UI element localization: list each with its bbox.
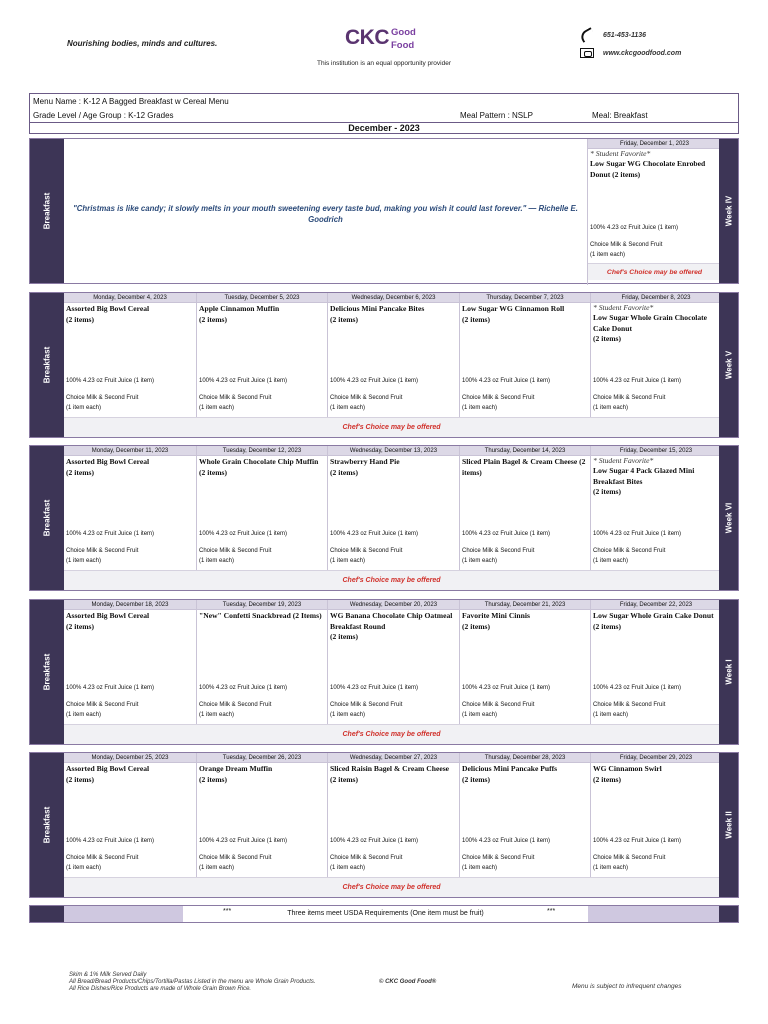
day-date: Thursday, December 14, 2023	[460, 446, 590, 456]
milk-fruit: Choice Milk & Second Fruit (1 item each)	[66, 548, 139, 564]
week-side-label: Week II	[719, 753, 738, 897]
phone-icon	[578, 27, 595, 43]
menu-name: Menu Name : K-12 A Bagged Breakfast w Cereal Menu	[33, 97, 229, 106]
meal-pattern: Meal Pattern : NSLP	[460, 111, 533, 120]
student-favorite-tag: * Student Favorite*	[593, 456, 654, 465]
requirements-right-fill	[588, 906, 719, 922]
fruit-juice: 100% 4.23 oz Fruit Juice (1 item)	[66, 838, 155, 844]
fruit-juice: 100% 4.23 oz Fruit Juice (1 item)	[462, 685, 551, 691]
day-cell	[196, 293, 327, 419]
entree-name: Orange Dream Muffin (2 items)	[199, 764, 273, 784]
day-date: Tuesday, December 26, 2023	[197, 753, 327, 763]
fruit-juice: 100% 4.23 oz Fruit Juice (1 item)	[330, 685, 419, 691]
day-date: Friday, December 1, 2023	[588, 139, 721, 149]
day-date: Thursday, December 21, 2023	[460, 600, 590, 610]
milk-fruit: Choice Milk & Second Fruit (1 item each)	[66, 702, 139, 718]
chefs-choice-note: Chef's Choice may be offered	[588, 263, 721, 280]
entree-name: WG Banana Chocolate Chip Oatmeal Breakfast Round (2 items)	[330, 611, 453, 641]
day-cell	[587, 139, 721, 285]
day-cell	[327, 600, 459, 726]
stars-right: ***	[547, 908, 556, 915]
milk-fruit: Choice Milk & Second Fruit (1 item each)	[462, 855, 535, 871]
fruit-juice: 100% 4.23 oz Fruit Juice (1 item)	[66, 531, 155, 537]
day-cell	[590, 446, 721, 572]
week-side-label: Week IV	[719, 139, 738, 283]
usda-requirements-bar	[29, 905, 739, 923]
fruit-juice: 100% 4.23 oz Fruit Juice (1 item)	[330, 378, 419, 384]
day-cell	[196, 753, 327, 879]
entree-name: Strawberry Hand Pie (2 items)	[330, 457, 400, 477]
fruit-juice: 100% 4.23 oz Fruit Juice (1 item)	[590, 225, 679, 231]
fruit-juice: 100% 4.23 oz Fruit Juice (1 item)	[593, 531, 682, 537]
grade-level: Grade Level / Age Group : K-12 Grades	[33, 111, 174, 120]
entree-name: Favorite Mini Cinnis (2 items)	[462, 611, 530, 631]
milk-fruit: Choice Milk & Second Fruit (1 item each)	[330, 395, 403, 411]
chefs-choice-note: Chef's Choice may be offered	[64, 570, 719, 590]
fruit-juice: 100% 4.23 oz Fruit Juice (1 item)	[199, 531, 288, 537]
day-date: Monday, December 4, 2023	[64, 293, 196, 303]
entree-name: Low Sugar Whole Grain Cake Donut (2 items)	[593, 611, 714, 631]
meal-type: Meal: Breakfast	[592, 111, 648, 120]
milk-fruit: Choice Milk & Second Fruit (1 item each)	[66, 395, 139, 411]
footer-notes: Skim & 1% Milk Served Daily All Bread/Bread Products/Chips/Tortilla/Pastas Listed in the menu are Whole Grain Products. All Rice Dishes/Rice Products are made of Whole Grain Brown Rice.	[69, 972, 316, 992]
fruit-juice: 100% 4.23 oz Fruit Juice (1 item)	[199, 838, 288, 844]
day-date: Wednesday, December 27, 2023	[328, 753, 459, 763]
entree-name: Assorted Big Bowl Cereal (2 items)	[66, 764, 150, 784]
entree-name: Apple Cinnamon Muffin (2 items)	[199, 304, 280, 324]
fruit-juice: 100% 4.23 oz Fruit Juice (1 item)	[462, 531, 551, 537]
fruit-juice: 100% 4.23 oz Fruit Juice (1 item)	[593, 838, 682, 844]
entree-name: Assorted Big Bowl Cereal (2 items)	[66, 611, 150, 631]
day-date: Thursday, December 7, 2023	[460, 293, 590, 303]
milk-fruit: Choice Milk & Second Fruit (1 item each)	[330, 855, 403, 871]
day-cell	[590, 600, 721, 726]
milk-fruit: Choice Milk & Second Fruit (1 item each)	[593, 702, 666, 718]
milk-fruit: Choice Milk & Second Fruit (1 item each)	[199, 855, 272, 871]
week-days	[64, 600, 719, 744]
website-contact[interactable]	[580, 48, 681, 58]
day-date: Wednesday, December 20, 2023	[328, 600, 459, 610]
week-days	[64, 446, 719, 590]
day-cell	[64, 446, 196, 572]
milk-fruit: Choice Milk & Second Fruit (1 item each)	[593, 855, 666, 871]
fruit-juice: 100% 4.23 oz Fruit Juice (1 item)	[330, 838, 419, 844]
entree-name: Sliced Plain Bagel & Cream Cheese (2 items)	[462, 457, 586, 477]
breakfast-side-label: Breakfast	[30, 600, 64, 744]
milk-fruit: Choice Milk & Second Fruit (1 item each)	[199, 395, 272, 411]
chefs-choice-note: Chef's Choice may be offered	[64, 724, 719, 744]
fruit-juice: 100% 4.23 oz Fruit Juice (1 item)	[462, 378, 551, 384]
day-cell	[64, 293, 196, 419]
week-days	[64, 139, 719, 283]
entree-name: WG Cinnamon Swirl (2 items)	[593, 764, 662, 784]
requirements-left-bar	[30, 906, 64, 922]
day-date: Friday, December 8, 2023	[591, 293, 721, 303]
milk-fruit: Choice Milk & Second Fruit (1 item each)	[199, 548, 272, 564]
milk-fruit: Choice Milk & Second Fruit (1 item each)	[593, 395, 666, 411]
footer-copyright: © CKC Good Food®	[379, 979, 437, 985]
entree-name: Low Sugar WG Cinnamon Roll (2 items)	[462, 304, 565, 324]
day-date: Tuesday, December 19, 2023	[197, 600, 327, 610]
milk-fruit: Choice Milk & Second Fruit (1 item each)	[66, 855, 139, 871]
chefs-choice-note: Chef's Choice may be offered	[64, 877, 719, 897]
day-cell	[64, 753, 196, 879]
day-date: Wednesday, December 6, 2023	[328, 293, 459, 303]
entree-name: Whole Grain Chocolate Chip Muffin (2 items)	[199, 457, 319, 477]
day-cell	[459, 446, 590, 572]
requirements-left-fill	[64, 906, 183, 922]
day-date: Tuesday, December 12, 2023	[197, 446, 327, 456]
fruit-juice: 100% 4.23 oz Fruit Juice (1 item)	[462, 838, 551, 844]
day-date: Monday, December 11, 2023	[64, 446, 196, 456]
week-block	[29, 445, 739, 591]
entree-name: "New" Confetti Snackbread (2 Items)	[199, 611, 322, 620]
tagline: Nourishing bodies, minds and cultures.	[67, 39, 218, 48]
entree-name: Low Sugar WG Chocolate Enrobed Donut (2 items)	[590, 159, 706, 179]
entree-name: Sliced Raisin Bagel & Cream Cheese (2 items)	[330, 764, 450, 784]
week-block	[29, 292, 739, 438]
week-days	[64, 293, 719, 437]
stars-left: ***	[223, 908, 232, 915]
day-date: Friday, December 22, 2023	[591, 600, 721, 610]
fruit-juice: 100% 4.23 oz Fruit Juice (1 item)	[593, 685, 682, 691]
breakfast-side-label: Breakfast	[30, 293, 64, 437]
milk-fruit: Choice Milk & Second Fruit (1 item each)	[462, 548, 535, 564]
entree-name: Low Sugar 4 Pack Glazed Mini Breakfast Bites (2 items)	[593, 466, 695, 496]
day-date: Friday, December 29, 2023	[591, 753, 721, 763]
equal-opportunity-note: This institution is an equal opportunity provider	[316, 60, 452, 67]
day-date: Thursday, December 28, 2023	[460, 753, 590, 763]
requirements-text: Three items meet USDA Requirements (One item must be fruit)	[287, 910, 484, 917]
footer-disclaimer: Menu is subject to infrequent changes	[572, 983, 682, 990]
milk-fruit: Choice Milk & Second Fruit (1 item each)	[330, 548, 403, 564]
entree-name: Low Sugar Whole Grain Chocolate Cake Donut (2 items)	[593, 313, 708, 343]
holiday-quote: "Christmas is like candy; it slowly melts in your mouth sweetening every taste bud, making you wish it could last forever." ― Richelle E. Goodrich	[73, 204, 578, 224]
logo-food-text: Food	[391, 40, 415, 51]
day-date: Tuesday, December 5, 2023	[197, 293, 327, 303]
day-date: Monday, December 18, 2023	[64, 600, 196, 610]
week-block	[29, 138, 739, 284]
breakfast-side-label: Breakfast	[30, 139, 64, 283]
requirements-right-bar	[719, 906, 738, 922]
milk-fruit: Choice Milk & Second Fruit (1 item each)	[590, 242, 663, 258]
entree-name: Delicious Mini Pancake Bites (2 items)	[330, 304, 425, 324]
milk-fruit: Choice Milk & Second Fruit (1 item each)	[462, 395, 535, 411]
website-link[interactable]: www.ckcgoodfood.com	[603, 49, 682, 57]
web-icon	[580, 48, 594, 58]
day-cell	[327, 446, 459, 572]
day-cell	[459, 753, 590, 879]
day-cell	[64, 600, 196, 726]
logo-good-text: Good	[391, 27, 416, 38]
week-side-label: Week VI	[719, 446, 738, 590]
fruit-juice: 100% 4.23 oz Fruit Juice (1 item)	[66, 378, 155, 384]
day-cell	[590, 293, 721, 419]
fruit-juice: 100% 4.23 oz Fruit Juice (1 item)	[66, 685, 155, 691]
day-date: Monday, December 25, 2023	[64, 753, 196, 763]
phone-contact	[580, 30, 646, 40]
fruit-juice: 100% 4.23 oz Fruit Juice (1 item)	[593, 378, 682, 384]
week-side-label: Week I	[719, 600, 738, 744]
day-date: Wednesday, December 13, 2023	[328, 446, 459, 456]
ckc-logo	[345, 25, 416, 59]
page-header	[0, 0, 768, 80]
fruit-juice: 100% 4.23 oz Fruit Juice (1 item)	[199, 378, 288, 384]
milk-fruit: Choice Milk & Second Fruit (1 item each)	[330, 702, 403, 718]
fruit-juice: 100% 4.23 oz Fruit Juice (1 item)	[330, 531, 419, 537]
month-title: December - 2023	[29, 122, 739, 134]
breakfast-side-label: Breakfast	[30, 753, 64, 897]
chefs-choice-note: Chef's Choice may be offered	[64, 417, 719, 437]
week-block	[29, 752, 739, 898]
day-date: Friday, December 15, 2023	[591, 446, 721, 456]
milk-fruit: Choice Milk & Second Fruit (1 item each)	[462, 702, 535, 718]
entree-name: Assorted Big Bowl Cereal (2 items)	[66, 304, 150, 324]
menu-info-box	[29, 93, 739, 122]
day-cell	[196, 446, 327, 572]
week-side-label: Week V	[719, 293, 738, 437]
fruit-juice: 100% 4.23 oz Fruit Juice (1 item)	[199, 685, 288, 691]
day-cell	[327, 753, 459, 879]
breakfast-side-label: Breakfast	[30, 446, 64, 590]
phone-number: 651-453-1136	[603, 31, 647, 39]
milk-fruit: Choice Milk & Second Fruit (1 item each)	[199, 702, 272, 718]
milk-fruit: Choice Milk & Second Fruit (1 item each)	[593, 548, 666, 564]
student-favorite-tag: * Student Favorite*	[593, 303, 654, 312]
logo-ckc-text: CKC	[345, 26, 389, 49]
student-favorite-tag: * Student Favorite*	[590, 149, 651, 158]
day-cell	[459, 293, 590, 419]
day-cell	[196, 600, 327, 726]
day-cell	[327, 293, 459, 419]
entree-name: Assorted Big Bowl Cereal (2 items)	[66, 457, 150, 477]
day-cell	[459, 600, 590, 726]
entree-name: Delicious Mini Pancake Puffs (2 items)	[462, 764, 558, 784]
week-days	[64, 753, 719, 897]
day-cell	[590, 753, 721, 879]
week-block	[29, 599, 739, 745]
